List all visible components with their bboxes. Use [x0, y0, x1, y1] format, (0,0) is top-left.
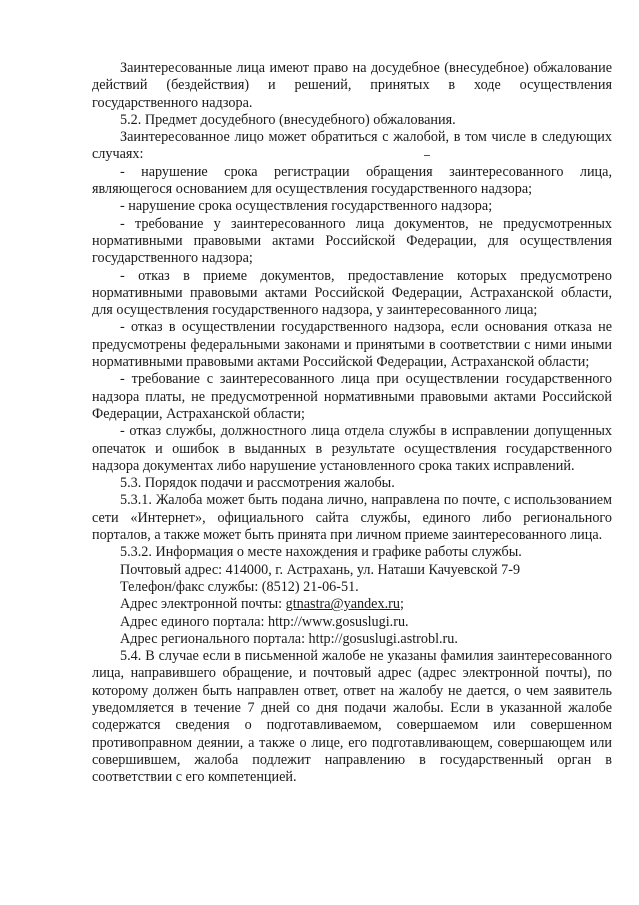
section-5-3-heading: 5.3. Порядок подачи и рассмотрения жалобы.: [120, 475, 395, 492]
email-suffix: ;: [399, 596, 404, 613]
paragraph-5-4: 5.4. В случае если в письменной жалобе не указаны фамилия заинтересованного лица, направившего обращение, и почтовый адрес (адрес электронной почты), по которому должен быть направлен ответ, ответ на жалобу не дается, о чем заявитель уведомляется в течение 7 дней со дня подачи жалобы. Если в указанной жалобе содержатся сведения о подготавливаемом, совершаемом или совершенном противоправном деянии, а также о лице, его подготавливающем, совершающем или совершившем, жалоба подлежит направлению в государственный орган в соответствии с его компетенцией.: [92, 648, 612, 786]
postal-address: Почтовый адрес: 414000, г. Астрахань, ул. Наташи Качуевской 7-9: [120, 561, 521, 578]
email-link[interactable]: gtnastra@yandex.ru: [285, 596, 400, 613]
regional-portal-line: Адрес регионального портала: http://gosuslugi.astrobl.ru.: [120, 630, 458, 647]
document-page: [92, 60, 612, 786]
single-portal-line: Адрес единого портала: http://www.gosuslugi.ru.: [120, 613, 409, 630]
section-5-3-2-heading: 5.3.2. Информация о месте нахождения и графике работы службы.: [120, 544, 522, 561]
list-item: - отказ в осуществлении государственного надзора, если основания отказа не предусмотрены федеральными законами и принятыми в соответствии с ними иными нормативными правовыми актами Российской Федерации, Астраханской области;: [92, 319, 612, 371]
scan-artifact: [424, 155, 430, 156]
phone-fax: Телефон/факс службы: (8512) 21-06-51.: [120, 578, 359, 595]
list-item: - нарушение срока осуществления государственного надзора;: [120, 198, 493, 215]
list-item: - отказ службы, должностного лица отдела службы в исправлении допущенных опечаток и ошибок в выданных в результате осуществления государственного надзора документах либо нарушение установленного срока таких исправлений.: [92, 423, 612, 474]
list-item: - отказ в приеме документов, предоставление которых предусмотрено нормативными правовыми актами Российской Федерации, Астраханской области, для осуществления государственного надзора, у заинтересованного лица;: [92, 267, 612, 319]
section-5-2-heading: 5.2. Предмет досудебного (внесудебного) обжалования.: [120, 111, 456, 128]
list-item: - нарушение срока регистрации обращения заинтересованного лица, являющегося основанием для осуществления государственного надзора;: [92, 163, 612, 198]
list-item: - требование с заинтересованного лица при осуществлении государственного надзора платы, не предусмотренной нормативными правовыми актами Российской Федерации, Астраханской области;: [92, 371, 612, 422]
list-item: - требование у заинтересованного лица документов, не предусмотренных нормативными правовыми актами Российской Федерации, для осуществления государственного надзора;: [92, 215, 612, 267]
paragraph-right-to-appeal: Заинтересованные лица имеют право на досудебное (внесудебное) обжалование действий (бездействия) и решений, принятых в ходе осуществления государственного надзора.: [92, 60, 612, 111]
email-line: [92, 596, 612, 613]
paragraph-5-3-1: 5.3.1. Жалоба может быть подана лично, направлена по почте, с использованием сети «Интернет», официального сайта службы, единого либо регионального порталов, а также может быть принята при личном приеме заинтересованного лица.: [92, 492, 612, 544]
paragraph-cases-intro: Заинтересованное лицо может обратиться с жалобой, в том числе в следующих случаях:: [92, 129, 612, 163]
email-label: Адрес электронной почты:: [120, 596, 286, 613]
